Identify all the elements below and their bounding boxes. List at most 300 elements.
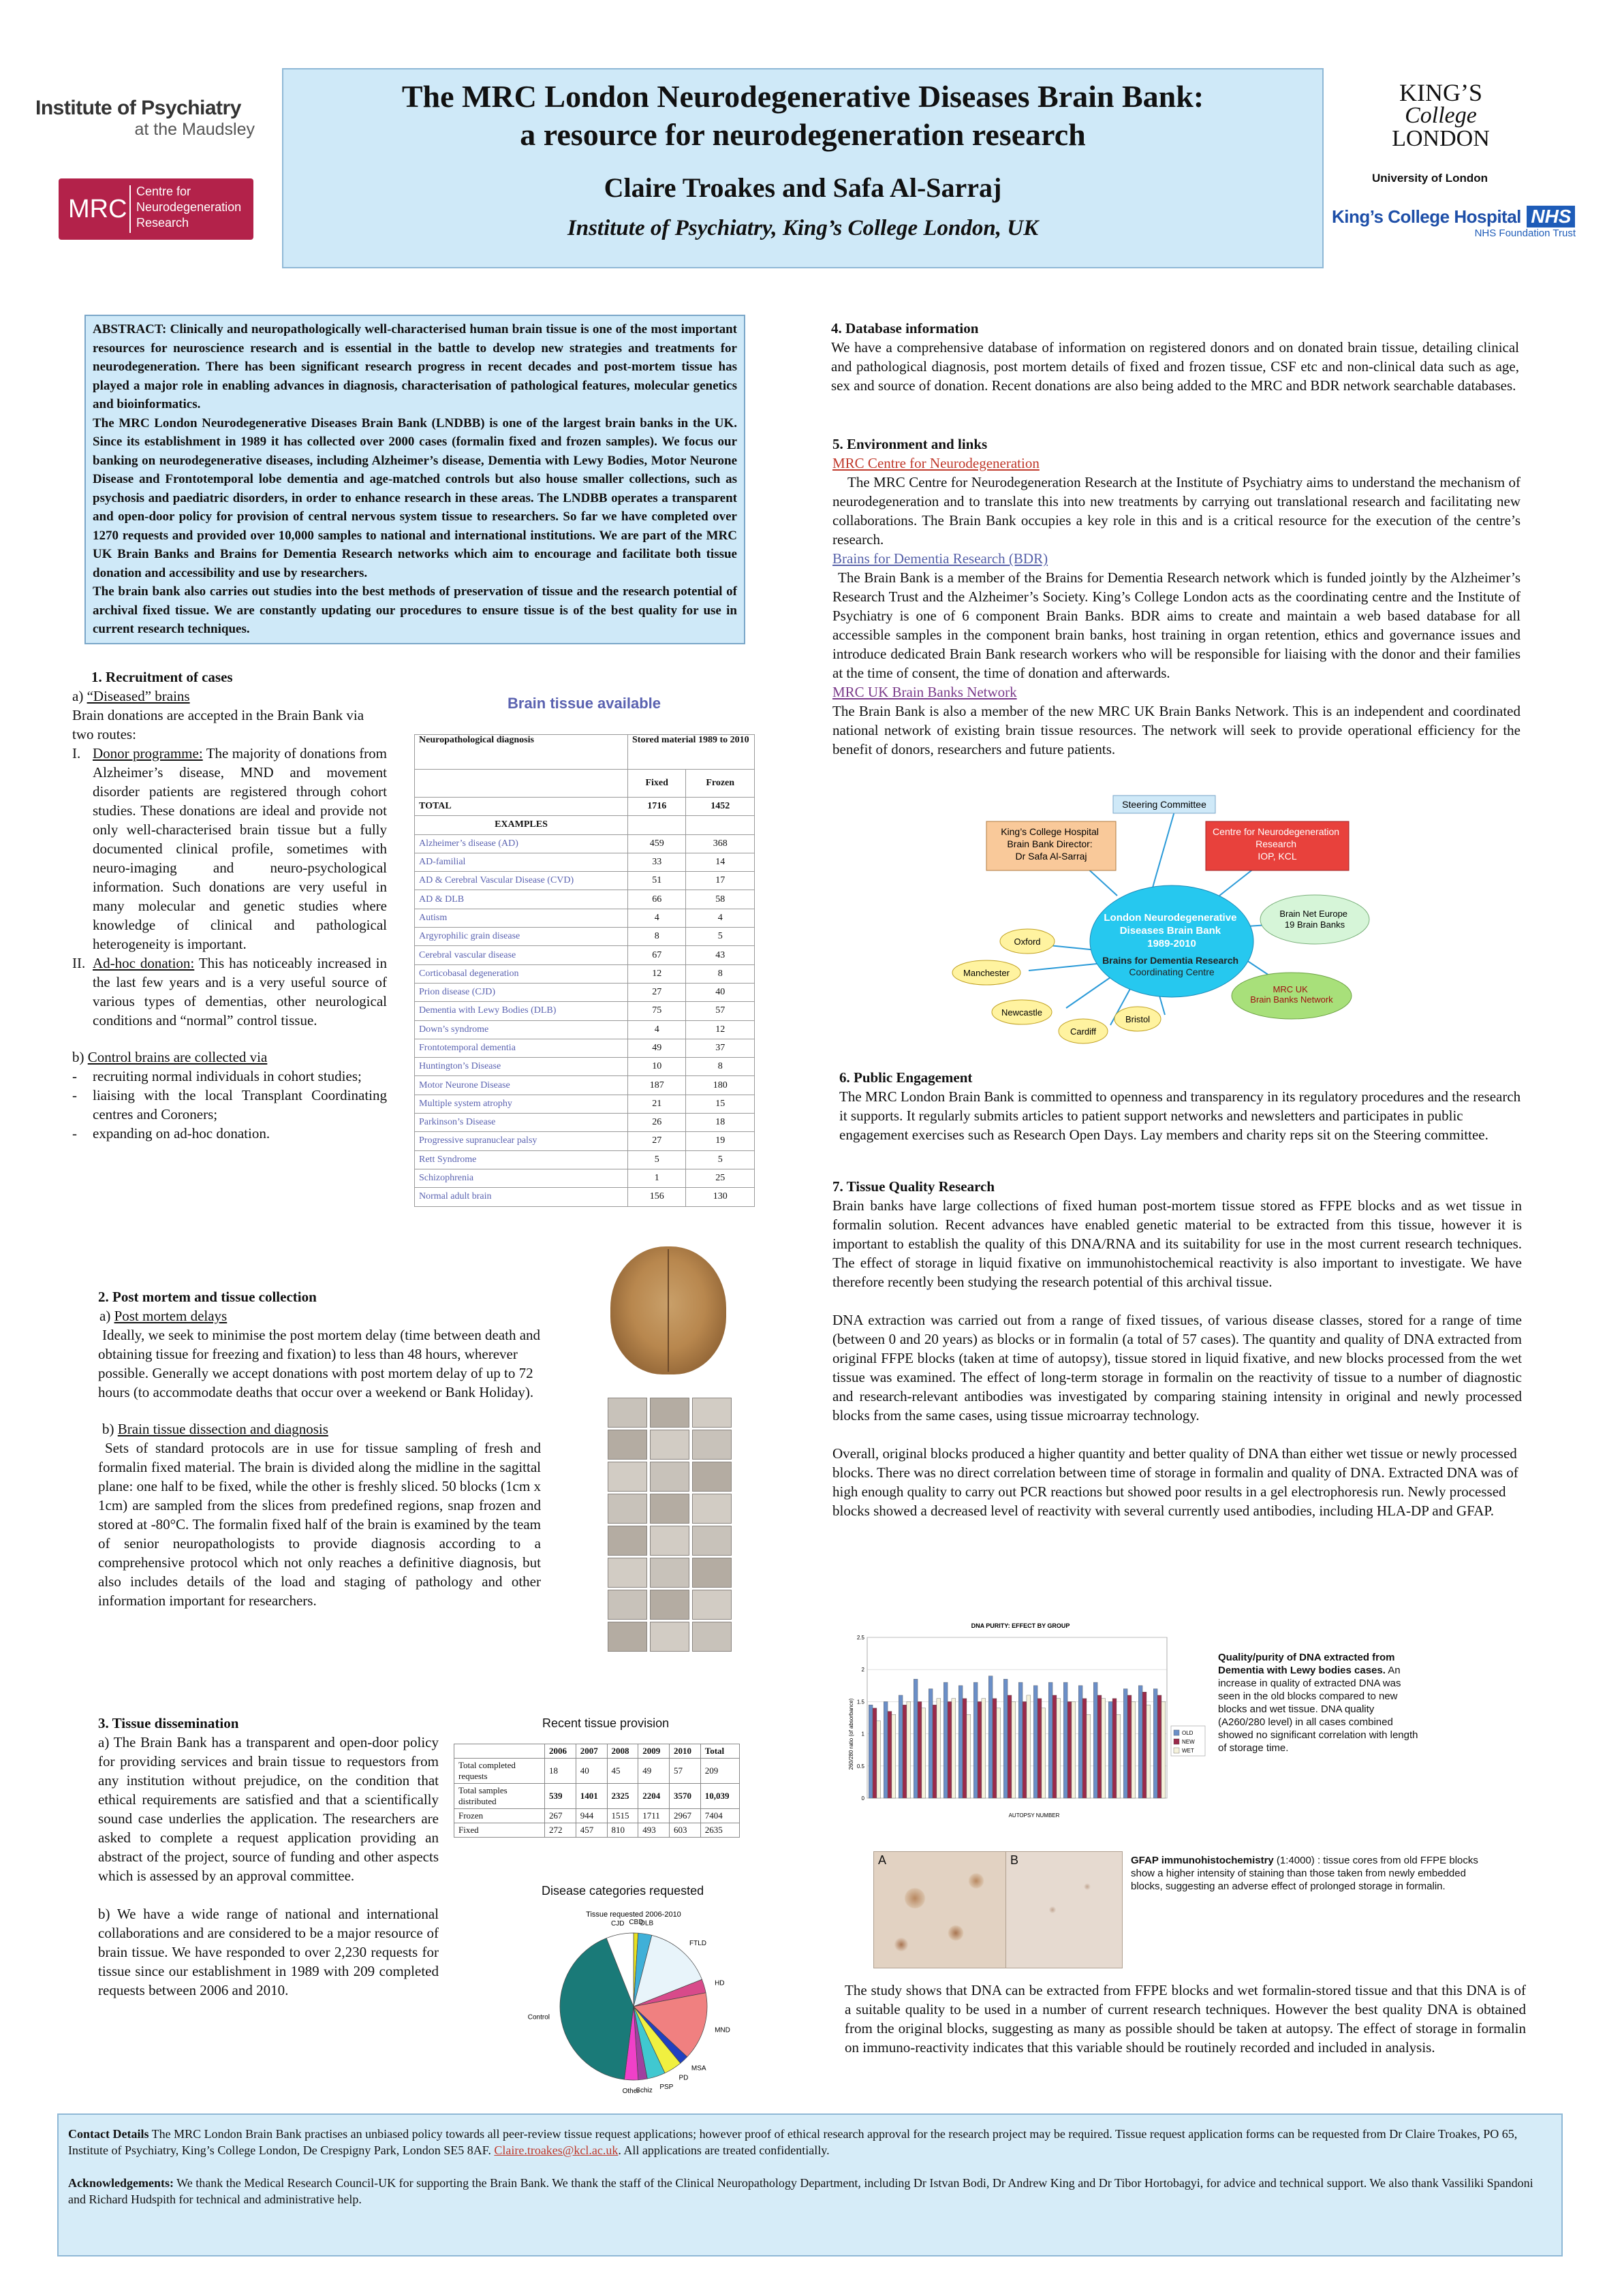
section3-heading: 3. Tissue dissemination: [98, 1715, 239, 1731]
dna-bar-wet: [1087, 1714, 1091, 1798]
pie-label: CJD: [611, 1920, 625, 1928]
dna-chart-ylabel: 260/280 ratio (of absorbance): [848, 1698, 854, 1770]
main-line1: London Neurodegenerative: [1104, 912, 1237, 924]
dna-bar-new: [1023, 1701, 1027, 1798]
provision-cell: 1515: [607, 1809, 638, 1823]
section1-b-title: Control brains are collected via: [87, 1049, 268, 1065]
dissection-photo: [608, 1558, 647, 1588]
tissue-frozen: 37: [686, 1039, 755, 1057]
total-label: TOTAL: [415, 798, 628, 816]
section5-text2: The Brain Bank is a member of the Brains for Dementia Research network which is funded jointly by the Alzheimer’s Research Trust and the Alzheimer’s Society. King’s College London acts as the coordinating centre and the Institute of Psychiatry is one of 6 component Brain Banks. BDR aims to create and maintain a web based database for all accessible samples in the component brain banks, host training in organ retention, ethics and governance issues and introduce dedicated Brain Bank research workers who will be responsible for liaising with the donor and their families at the time of consent, the time of donation and afterwards.: [832, 569, 1520, 681]
section-environment: [832, 435, 1520, 759]
tissue-row: [415, 983, 755, 1001]
tissue-row: [415, 1002, 755, 1020]
tissue-frozen: 17: [686, 872, 755, 890]
dissection-photo: [692, 1590, 732, 1620]
provision-cell: 45: [607, 1759, 638, 1784]
dna-legend-swatch: [1174, 1739, 1179, 1744]
dna-caption-bold: Quality/purity of DNA extracted from Dementia with Lewy bodies cases.: [1218, 1652, 1395, 1676]
dna-bar-new: [918, 1701, 922, 1798]
tissue-frozen: 368: [686, 834, 755, 853]
ack-heading: Acknowledgements:: [68, 2176, 174, 2190]
centre-line1: Centre for Neurodegeneration: [1213, 826, 1340, 837]
tissue-diagnosis: Motor Neurone Disease: [415, 1076, 628, 1095]
dissection-photo: [608, 1398, 647, 1428]
provision-cell: 272: [545, 1823, 576, 1838]
abstract-para3: The brain bank also carries out studies into the best methods of preservation of tissue and the research potential of archival fixed tissue. We are constantly updating our procedures to ensure tissue is of the best quality for use in current research techniques.: [93, 584, 737, 636]
section2-a-label: a): [99, 1308, 114, 1324]
col-diagnosis: Neuropathological diagnosis: [415, 735, 628, 770]
dna-legend-label: OLD: [1182, 1730, 1194, 1736]
section-tissue-quality: [832, 1177, 1522, 1520]
section1-ii-num: II.: [72, 955, 86, 971]
pie-label: PD: [679, 2074, 689, 2082]
dna-chart-caption: [1218, 1651, 1422, 1755]
tissue-row: [415, 946, 755, 964]
section7-conclusion: The study shows that DNA can be extracted from FFPE blocks and wet formalin-stored tissue and that this DNA is of a suitable quality to be used in a number of current research techniques. However the best quality DNA is obtained from the original blocks, suggesting as many as possible should be taken at autopsy. The effect of storage in formalin on immuno-reactivity indicates that this variable should be routinely recorded and included in analysis.: [845, 1982, 1526, 2056]
col-stored: Stored material 1989 to 2010: [628, 735, 755, 770]
link-bdr[interactable]: Brains for Dementia Research (BDR): [832, 550, 1048, 567]
section4-text: We have a comprehensive database of information on registered donors and on donated brain tissue, detailing clinical and pathological diagnosis, post mortem details of fixed and frozen tissue, CSF etc and non-clinical data such as age, sex and source of donation. Recent donations are also being added to the MRC and BDR network searchable databases.: [831, 339, 1519, 394]
tissue-fixed: 27: [628, 1132, 686, 1150]
dna-plot-area: [867, 1637, 1167, 1798]
tissue-frozen: 18: [686, 1114, 755, 1132]
provision-cell: 3570: [670, 1784, 701, 1809]
dna-bar-old: [884, 1701, 888, 1798]
contact-heading: Contact Details: [68, 2127, 149, 2141]
dna-bar-old: [899, 1695, 903, 1798]
tissue-diagnosis: AD & Cerebral Vascular Disease (CVD): [415, 872, 628, 890]
mrc-logo-line1: Centre for: [136, 185, 191, 198]
bdr-line2: Coordinating Centre: [1129, 966, 1215, 977]
dissection-photo: [650, 1494, 689, 1524]
dna-bar-wet: [952, 1699, 956, 1798]
dna-bar-old: [914, 1679, 918, 1798]
dissection-photo: [650, 1590, 689, 1620]
dna-bar-new: [1082, 1699, 1087, 1798]
tissue-row: [415, 1058, 755, 1076]
section1-i-title: Donor programme:: [93, 745, 203, 761]
tissue-row: [415, 872, 755, 890]
tissue-frozen: 58: [686, 890, 755, 909]
nhs-trust: NHS Foundation Trust: [1474, 227, 1576, 239]
tissue-row: [415, 1076, 755, 1095]
pie-label: Other: [622, 2087, 640, 2095]
bne-line1: Brain Net Europe: [1279, 909, 1348, 919]
affiliation: Institute of Psychiatry, King’s College London, UK: [567, 216, 1039, 240]
dna-bar-new: [1127, 1695, 1132, 1798]
tissue-frozen: 8: [686, 1058, 755, 1076]
dna-purity-chart: [830, 1618, 1211, 1823]
dna-bar-old: [1048, 1682, 1052, 1798]
provision-cell: 18: [545, 1759, 576, 1784]
section7-p1: Brain banks have large collections of fixed human post-mortem tissue stored as FFPE blocks and as wet tissue in formalin solution. Recent advances have enabled genetic material to be extracted from this tissue, however it is important to establish the quality of this DNA/RNA and its suitability for use in the most current research techniques. The effect of storage in liquid fixative on immunohistochemical reactivity is also important to investigate. We have therefore recently been studying the research potential of this archival tissue.: [832, 1197, 1522, 1290]
dna-legend-swatch: [1174, 1748, 1179, 1753]
provision-cell: 2325: [607, 1784, 638, 1809]
control-item-3: expanding on ad-hoc donation.: [93, 1125, 270, 1142]
mrc-logo-line2: Neurodegeneration: [136, 200, 242, 214]
section1-intro: Brain donations are accepted in the Brain Bank via two routes:: [72, 707, 364, 742]
tissue-frozen: 19: [686, 1132, 755, 1150]
provision-row: [454, 1823, 740, 1838]
dna-legend-label: WET: [1182, 1748, 1194, 1754]
dissection-photo: [692, 1622, 732, 1652]
dna-bar-new: [978, 1701, 982, 1798]
control-item-1: recruiting normal individuals in cohort studies;: [93, 1068, 362, 1084]
tissue-fixed: 187: [628, 1076, 686, 1095]
section2-a-text: Ideally, we seek to minimise the post mortem delay (time between death and obtaining tissue for freezing and fixation) to less than 48 hours, wherever possible. Generally we accept donations with post mortem delay of up to 72 hours (to accommodate deaths that occur over a weekend or Bank Holiday).: [98, 1327, 541, 1400]
dissection-photo: [608, 1430, 647, 1460]
tissue-fixed: 33: [628, 853, 686, 871]
university-of-london: University of London: [1372, 172, 1488, 185]
dna-bar-old: [1108, 1701, 1112, 1798]
dna-bar-new: [948, 1701, 952, 1798]
network-diagram: [947, 790, 1397, 1056]
tissue-diagnosis: Multiple system atrophy: [415, 1095, 628, 1113]
tissue-fixed: 5: [628, 1150, 686, 1169]
provision-cell: 49: [638, 1759, 670, 1784]
centre-line2: Research: [1256, 838, 1297, 849]
tissue-diagnosis: AD-familial: [415, 853, 628, 871]
provision-year: 2006: [545, 1744, 576, 1759]
dissection-photo: [608, 1494, 647, 1524]
tissue-row: [415, 1169, 755, 1187]
dissection-photo: [608, 1590, 647, 1620]
dissection-photo: [692, 1494, 732, 1524]
gfap-label-a: A: [878, 1853, 887, 1867]
dissection-photo: [692, 1526, 732, 1556]
dna-bar-new: [933, 1705, 937, 1798]
tissue-fixed: 12: [628, 964, 686, 983]
svg-text:Brain Net Europe 19 Brain: [1279, 909, 1350, 930]
provision-cell: 2967: [670, 1809, 701, 1823]
centre-line3: IOP, KCL: [1258, 851, 1297, 862]
iop-logo-line1: Institute of Psychiatry: [35, 97, 241, 119]
tissue-row: [415, 890, 755, 909]
tissue-diagnosis: AD & DLB: [415, 890, 628, 909]
provision-cell: 2635: [700, 1823, 739, 1838]
tissue-frozen: 4: [686, 909, 755, 927]
dissection-photo-grid: [608, 1398, 734, 1656]
provision-cell: 1711: [638, 1809, 670, 1823]
poster-title-line1: The MRC London Neurodegenerative Diseases Brain Bank:: [401, 79, 1204, 114]
abstract-para2: The MRC London Neurodegenerative Diseases Brain Bank (LNDBB) is one of the largest brain banks in the UK. Since its establishment in 1989 it has collected over 2000 cases (formalin fixed and frozen samples). We focus our banking on neurodegenerative diseases, including Alzheimer’s disease, Dementia with Lewy Bodies, Motor Neurone Disease and Frontotemporal lobe dementia and age-matched controls but also house smaller collections, such as psychosis and paediatric disorders, in order to enhance research in these areas. The LNDBB operates a transparent and open-door policy for provision of central nervous system tissue to researchers. So far we have completed over 1270 requests and provided over 10,000 samples to national and international institutions. We are part of the MRC UK Brain Banks and Brains for Dementia Research networks which aim to encourage and facilitate both tissue donation and accessibility and use by researchers.: [93, 415, 737, 580]
dna-bar-old: [1033, 1686, 1038, 1798]
dna-bar-old: [1093, 1682, 1097, 1798]
dna-bar-old: [1153, 1689, 1157, 1798]
tissue-row: [415, 1039, 755, 1057]
gfap-caption: [1131, 1854, 1485, 1893]
provision-cell: 539: [545, 1784, 576, 1809]
section-public-engagement: [839, 1068, 1524, 1144]
tissue-row: [415, 1095, 755, 1113]
tissue-diagnosis: Argyrophilic grain disease: [415, 928, 628, 946]
provision-cell: 810: [607, 1823, 638, 1838]
section-post-mortem: [98, 1287, 541, 1610]
dna-bar-wet: [937, 1699, 941, 1798]
brain-tissue-title: Brain tissue available: [508, 695, 661, 712]
dna-bar-old: [1078, 1686, 1082, 1798]
main-line3: 1989-2010: [1147, 938, 1196, 949]
tissue-fixed: 21: [628, 1095, 686, 1113]
pie-label: MND: [715, 2026, 730, 2034]
section4-heading: 4. Database information: [831, 320, 979, 336]
tissue-diagnosis: Dementia with Lewy Bodies (DLB): [415, 1002, 628, 1020]
dna-bar-wet: [877, 1721, 881, 1798]
tissue-frozen: 5: [686, 1150, 755, 1169]
section5-text1: The MRC Centre for Neurodegeneration Research at the Institute of Psychiatry aims to understand the mechanism of neurodegeneration and to translate this into new treatments by carrying out translational research and facilitating new collaborations. The Brain Bank occupies a key role in this and is a critical resource for the execution of the centre’s research.: [832, 474, 1520, 548]
kings-logo-line3: LONDON: [1392, 126, 1490, 151]
tissue-fixed: 27: [628, 983, 686, 1001]
provision-cell: 40: [576, 1759, 607, 1784]
dna-bar-old: [958, 1686, 963, 1798]
nhs-logo: [1332, 206, 1584, 239]
tissue-row: [415, 1188, 755, 1206]
tissue-frozen: 180: [686, 1076, 755, 1095]
section6-text: The MRC London Brain Bank is committed to openness and transparency in its regulatory procedures and the research it supports. It regularly submits articles to patient support networks and newsletters and participates in public engagement exercises such as Research Open Days. Lay members and charity reps sit on the Steering committee.: [839, 1088, 1521, 1143]
dna-bar-old: [1003, 1679, 1008, 1798]
dna-bar-new: [1112, 1699, 1117, 1798]
tissue-fixed: 4: [628, 1020, 686, 1039]
pie-label: HD: [715, 1979, 725, 1987]
tissue-frozen: 43: [686, 946, 755, 964]
total-fixed: 1716: [628, 798, 686, 816]
dna-bar-wet: [892, 1714, 896, 1798]
nhs-badge: NHS: [1527, 206, 1575, 227]
dna-bar-wet: [1117, 1714, 1121, 1798]
tissue-row: [415, 1132, 755, 1150]
dna-bar-wet: [1042, 1708, 1046, 1798]
provision-row: [454, 1784, 740, 1809]
dissection-photo: [650, 1622, 689, 1652]
dna-bar-old: [1123, 1689, 1127, 1798]
dna-bar-new: [888, 1712, 892, 1798]
section5-text3: The Brain Bank is also a member of the new MRC UK Brain Banks Network. This is an independent and coordinated national network of existing brain tissue resources. The network will seek to provide operational efficiency for the benefit of donors, researchers and future patients.: [832, 703, 1520, 757]
abstract-box: [84, 315, 745, 644]
section7-p3: Overall, original blocks produced a higher quantity and better quality of DNA than either wet tissue or newly processed blocks. There was no direct correlation between time of storage in formalin and quality of DNA. Extracted DNA was of high enough quality to carry out PCR reactions but showed poor results in a gel electrophoresis run. Newly processed blocks showed a decreased level of reactivity with several currently used antibodies, including HLA-DP and GFAP.: [832, 1445, 1518, 1519]
section7-p2: DNA extraction was carried out from a range of fixed tissues, of various disease classes, stored for a range of time (between 0 and 20 years) as blocks or in formalin (a total of 57 cases). The quantity and quality of DNA extracted from original FFPE blocks (taken at time of autopsy), tissue stored in liquid fixative, and new blocks processed from the wet tissue was examined. The effect of long-term storage in formalin on the reactivity of tissue to a number of diagnostic and research-relevant antibodies was investigated by comparing staining intensity in original and newly processed blocks from the same cases, using tissue microarray technology.: [832, 1312, 1522, 1424]
footer-box: [57, 2113, 1563, 2256]
tissue-diagnosis: Corticobasal degeneration: [415, 964, 628, 983]
nhs-hospital-name: King’s College Hospital: [1332, 206, 1521, 227]
section2-a-title: Post mortem delays: [114, 1308, 228, 1324]
section1-a-label: a): [72, 688, 87, 704]
pie-label: CBD: [629, 1919, 644, 1927]
dissection-photo: [650, 1398, 689, 1428]
dna-chart-title: DNA PURITY: EFFECT BY GROUP: [971, 1622, 1070, 1629]
link-mrc-centre[interactable]: MRC Centre for Neurodegeneration: [832, 455, 1040, 471]
tissue-diagnosis: Huntington’s Disease: [415, 1058, 628, 1076]
provision-cell: 10,039: [700, 1784, 739, 1809]
dissection-photo: [650, 1558, 689, 1588]
tissue-row: [415, 928, 755, 946]
dna-bar-old: [1018, 1682, 1023, 1798]
tissue-frozen: 57: [686, 1002, 755, 1020]
provision-cell: 493: [638, 1823, 670, 1838]
manchester-label: Manchester: [963, 968, 1010, 978]
dna-legend-label: NEW: [1182, 1739, 1195, 1745]
mrcuk-line1: MRC UK: [1273, 984, 1308, 994]
dna-bar-wet: [1102, 1699, 1106, 1798]
section2-b-label: b): [102, 1421, 118, 1437]
dna-chart-xlabel: AUTOPSY NUMBER: [1008, 1812, 1060, 1819]
pie-label: PSP: [659, 2083, 674, 2091]
section-database: [831, 319, 1519, 395]
dna-ytick: 0: [861, 1795, 864, 1802]
section1-heading: 1. Recruitment of cases: [91, 669, 233, 685]
provision-year: 2007: [576, 1744, 607, 1759]
section-dissemination: [98, 1714, 439, 2000]
tissue-fixed: 156: [628, 1188, 686, 1206]
tissue-row: [415, 909, 755, 927]
dna-bar-wet: [1072, 1701, 1076, 1798]
dna-bar-old: [988, 1676, 993, 1798]
bdr-line1: Brains for Dementia Research: [1102, 955, 1239, 966]
tissue-frozen: 5: [686, 928, 755, 946]
dna-ytick: 1: [861, 1731, 864, 1737]
kings-college-logo: [1376, 80, 1506, 151]
dna-bar-wet: [1057, 1699, 1061, 1798]
dissection-photo: [650, 1526, 689, 1556]
tissue-fixed: 49: [628, 1039, 686, 1057]
tissue-diagnosis: Prion disease (CJD): [415, 983, 628, 1001]
provision-row: [454, 1759, 740, 1784]
dna-bar-wet: [922, 1708, 926, 1798]
dna-bar-new: [963, 1699, 967, 1798]
dna-bar-new: [1038, 1699, 1042, 1798]
tissue-row: [415, 964, 755, 983]
contact-email-link[interactable]: Claire.troakes@kcl.ac.uk: [494, 2143, 619, 2157]
cardiff-label: Cardiff: [1070, 1026, 1097, 1037]
kings-logo-line2: College: [1405, 103, 1477, 128]
abstract-para1: ABSTRACT: Clinically and neuropathologically well-characterised human brain tissue is one of the most important resources for neuroscience research and is essential in the battle to develop new strategies and treatments for neurodegeneration. There has been significant research progress in recent decades and post-mortem tissue has played a major role in enabling advances in diagnosis, characterisation of pathological features, molecular genetics and bioinformatics.: [93, 322, 737, 411]
poster-title-line2: a resource for neurodegeneration research: [520, 117, 1086, 152]
gfap-caption-text: (1:4000) : tissue cores from old FFPE blocks show a higher intensity of staining than those taken from newly embedded blocks, suggesting an adverse effect of prolonged storage in formalin.: [1131, 1855, 1478, 1892]
provision-cell: 603: [670, 1823, 701, 1838]
tissue-diagnosis: Rett Syndrome: [415, 1150, 628, 1169]
tissue-diagnosis: Autism: [415, 909, 628, 927]
section2-heading: 2. Post mortem and tissue collection: [98, 1289, 317, 1305]
tissue-frozen: 12: [686, 1020, 755, 1039]
contact-text: The MRC London Brain Bank practises an unbiased policy towards all peer-review tissue request applications; however proof of ethical research approval for the research project may be required. Tissue request application forms can be requested from Dr Claire Troakes, PO 65, Institute of Psychiatry, King’s College London, De Crespigny Park, London SE5 8AF.: [68, 2127, 1518, 2157]
pie-label: FTLD: [689, 1939, 707, 1947]
provision-title: Recent tissue provision: [542, 1716, 670, 1730]
mrcuk-line2: Brain Banks Network: [1250, 994, 1333, 1005]
kch-line3: Dr Safa Al-Sarraj: [1015, 851, 1087, 862]
control-item-2: liaising with the local Transplant Coordinating centres and Coroners;: [93, 1087, 387, 1122]
provision-cell: 2204: [638, 1784, 670, 1809]
gfap-label-b: B: [1010, 1853, 1019, 1867]
dna-bar-new: [1142, 1692, 1147, 1798]
tissue-diagnosis: Down’s syndrome: [415, 1020, 628, 1039]
dna-bar-wet: [1132, 1701, 1136, 1798]
tissue-diagnosis: Progressive supranuclear palsy: [415, 1132, 628, 1150]
tissue-fixed: 66: [628, 890, 686, 909]
section2-b-title: Brain tissue dissection and diagnosis: [117, 1421, 328, 1437]
contact-details: [68, 2126, 1552, 2158]
steering-committee-label: Steering Committee: [1122, 799, 1206, 810]
section3-a-text: a) The Brain Bank has a transparent and open-door policy for providing services and brain tissue to requestors from any institution without prejudice, on the condition that ethical requirements are satisfied and that a scientifically sound case underlies the application. The researchers are asked to complete a request application providing an abstract of the project, source of funding and other aspects which is assessed by an approval committee.: [98, 1734, 439, 1884]
contact-end: . All applications are treated confidentially.: [618, 2143, 830, 2157]
dna-bar-new: [873, 1708, 877, 1798]
provision-cell: 457: [576, 1823, 607, 1838]
dna-bar-old: [973, 1682, 978, 1798]
provision-cell: 1401: [576, 1784, 607, 1809]
dna-bar-wet: [1027, 1695, 1031, 1798]
dissection-photo: [692, 1462, 732, 1492]
tissue-fixed: 8: [628, 928, 686, 946]
tissue-fixed: 75: [628, 1002, 686, 1020]
provision-cell: 7404: [700, 1809, 739, 1823]
section6-heading: 6. Public Engagement: [839, 1069, 973, 1086]
iop-logo-line2: at the Maudsley: [134, 120, 255, 139]
section2-b-text: Sets of standard protocols are in use for tissue sampling of fresh and formalin fixed material. The brain is divided along the midline in the sagittal plane: one half to be fixed, while the other is freshly sliced. 50 blocks (1cm x 1cm) are sampled from the slices from predefined regions, snap frozen and stored at -80°C. The formalin fixed half of the brain is examined by the team of senior neuropathologists to provide diagnosis according to a comprehensive protocol which not only reaches a definitive diagnosis, but also includes details of the load and staging of pathology and other information important for researchers.: [98, 1440, 541, 1609]
dissection-photo: [692, 1430, 732, 1460]
kch-line1: King’s College Hospital: [1001, 826, 1099, 837]
dna-bar-old: [869, 1705, 873, 1798]
tissue-frozen: 8: [686, 964, 755, 983]
dissection-photo: [692, 1398, 732, 1428]
authors: Claire Troakes and Safa Al-Sarraj: [604, 172, 1002, 203]
svg-text:King’s College Hospital Br: [1001, 826, 1102, 862]
provision-year: 2009: [638, 1744, 670, 1759]
provision-year: Total: [700, 1744, 739, 1759]
section1-ii-title: Ad-hoc donation:: [93, 955, 195, 971]
section1-i-num: I.: [72, 745, 81, 761]
dna-caption-text: An increase in quality of extracted DNA was seen in the old blocks compared to new blocks and wet tissue. DNA quality (A260/280 level) in all cases combined showed no significant correlation with length of storage time.: [1218, 1665, 1418, 1754]
pie-label: DLB: [640, 1919, 654, 1928]
pie-title: Disease categories requested: [542, 1884, 704, 1898]
dna-ytick: 1.5: [856, 1699, 864, 1705]
dna-bar-new: [1067, 1701, 1072, 1798]
dna-bar-new: [1097, 1695, 1102, 1798]
tissue-row: [415, 1114, 755, 1132]
provision-row-label: Total samples distributed: [454, 1784, 545, 1809]
provision-year: 2010: [670, 1744, 701, 1759]
dna-ytick: 2: [861, 1667, 864, 1673]
tissue-frozen: 15: [686, 1095, 755, 1113]
section5-heading: 5. Environment and links: [832, 436, 988, 452]
dna-bar-old: [1063, 1682, 1067, 1798]
provision-table: [454, 1744, 740, 1838]
dissection-photo: [650, 1430, 689, 1460]
dissection-photo: [608, 1526, 647, 1556]
link-mrc-uk-network[interactable]: MRC UK Brain Banks Network: [832, 684, 1017, 700]
bristol-label: Bristol: [1125, 1014, 1151, 1024]
tissue-fixed: 459: [628, 834, 686, 853]
tissue-fixed: 1: [628, 1169, 686, 1187]
tissue-diagnosis: Alzheimer’s disease (AD): [415, 834, 628, 853]
tissue-frozen: 25: [686, 1169, 755, 1187]
title-banner: [282, 68, 1324, 268]
tissue-diagnosis: Normal adult brain: [415, 1188, 628, 1206]
dna-legend-swatch: [1174, 1730, 1179, 1735]
provision-cell: 944: [576, 1809, 607, 1823]
dissection-photo: [608, 1462, 647, 1492]
kings-logo-line1: KING’S: [1399, 79, 1482, 106]
tissue-row: [415, 1150, 755, 1169]
dna-bar-new: [1157, 1695, 1161, 1798]
pie-chart: [527, 1904, 736, 2102]
tissue-row: [415, 853, 755, 871]
pie-label: MSA: [691, 2064, 706, 2073]
tissue-fixed: 10: [628, 1058, 686, 1076]
bne-line2: 19 Brain Banks: [1284, 919, 1345, 930]
dna-bar-wet: [982, 1699, 986, 1798]
provision-row-label: Fixed: [454, 1823, 545, 1838]
provision-row-label: Total completed requests: [454, 1759, 545, 1784]
provision-cell: 209: [700, 1759, 739, 1784]
